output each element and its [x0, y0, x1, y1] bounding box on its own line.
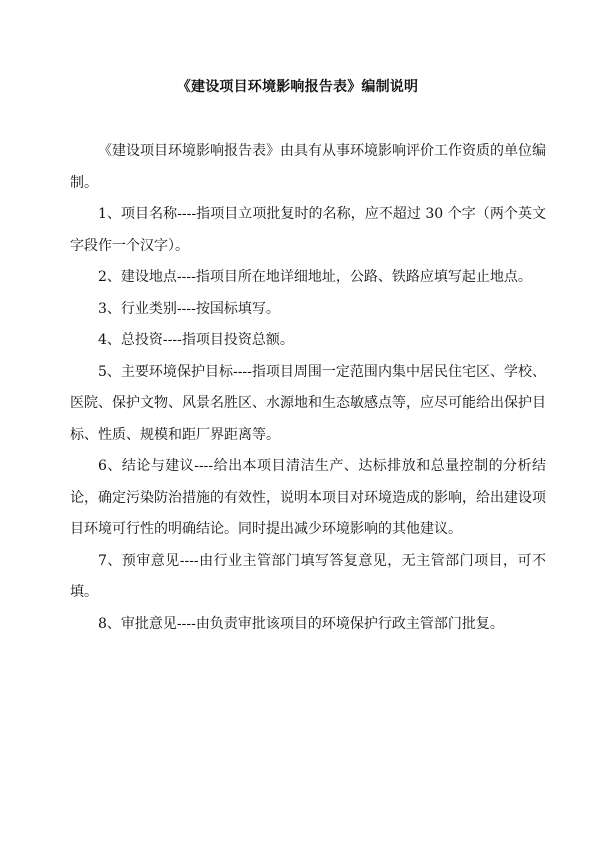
paragraph-item-1: 1、项目名称----指项目立项批复时的名称，应不超过 30 个字（两个英文字段作一个汉字）。	[70, 206, 546, 254]
paragraph-item-2: 2、建设地点----指项目所在地详细地址，公路、铁路应填写起止地点。	[98, 269, 532, 285]
paragraph-item-7: 7、预审意见----由行业主管部门填写答复意见，无主管部门项目，可不填。	[70, 552, 546, 600]
paragraph-item-4: 4、总投资----指项目投资总额。	[98, 332, 294, 348]
paragraph-item-5: 5、主要环境保护目标----指项目周围一定范围内集中居民住宅区、学校、医院、保护文物、风景名胜区、水源地和生态敏感点等，应尽可能给出保护目标、性质、规模和距厂界距离等。	[70, 363, 546, 443]
document-body	[70, 136, 546, 640]
paragraph-intro: 《建设项目环境影响报告表》由具有从事环境影响评价工作资质的单位编制。	[70, 143, 546, 191]
document-title: 《建设项目环境影响报告表》编制说明	[176, 79, 419, 95]
paragraph-item-3: 3、行业类别----按国标填写。	[98, 300, 280, 317]
paragraph-item-6: 6、结论与建议----给出本项目清洁生产、达标排放和总量控制的分析结论，确定污染防治措施的有效性，说明本项目对环境造成的影响，给出建设项目环境可行性的明确结论。同时提出减少环境影响的其他建议。	[70, 458, 546, 537]
paragraph-item-8: 8、审批意见----由负责审批该项目的环境保护行政主管部门批复。	[98, 615, 504, 632]
